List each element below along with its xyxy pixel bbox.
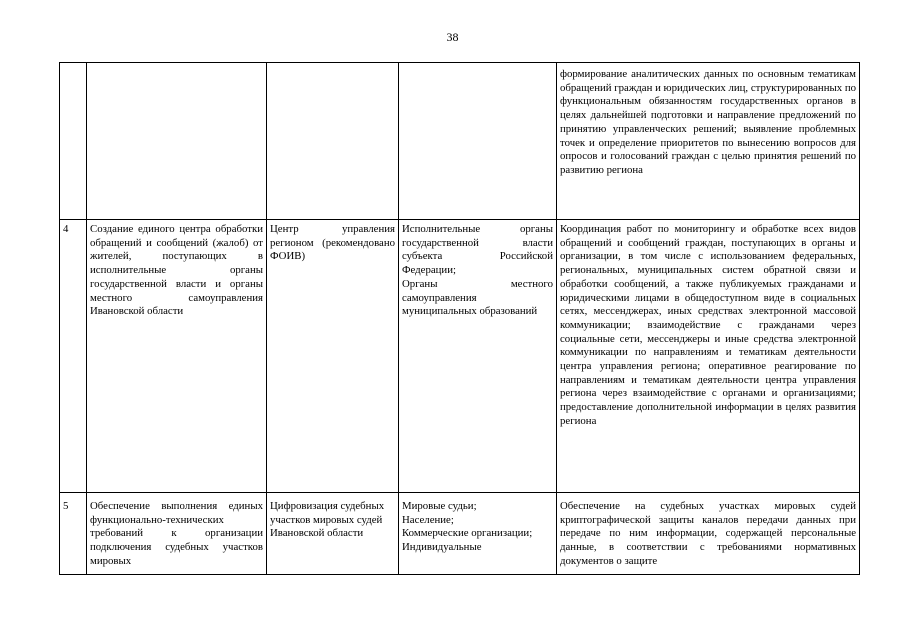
measure-name-cell <box>87 493 267 575</box>
measure-name-text: Создание единого центра обработки обращений и сообщений (жалоб) от жителей, поступающих в исполнительные органы государственной власти и органы местного самоуправления Ивановской области <box>90 223 263 318</box>
participant-line: Мировые судьи; <box>402 500 477 512</box>
participant-line: Исполнительные органы государственной власти субъекта Российской Федерации; <box>402 223 553 277</box>
project-name-text: Цифровизация судебных участков мировых судей Ивановской области <box>270 500 385 540</box>
participants-cell <box>399 493 557 575</box>
participant-line: Население; <box>402 513 454 526</box>
description-cell <box>557 493 860 575</box>
project-name-cell <box>267 63 399 220</box>
participant-line: Коммерческие организации; <box>402 527 533 540</box>
table-row-4 <box>60 220 860 493</box>
participant-line: Органы местного самоуправления муниципальных образований <box>402 277 553 318</box>
description-text: формирование аналитических данных по основным тематикам обращений граждан и юридических лиц, структурированных по функциональным обязанностям государственных органов в целях дальнейшей подготовки и направление предложений по принятию управленческих решений; выявление проблемных точек и определение приоритетов по вынесению вопросов для опросов и голосований граждан с целью принятия решений по развитию региона <box>560 68 856 176</box>
project-name-text: Центр управления регионом (рекомендовано ФОИВ) <box>270 223 395 263</box>
table-row-5 <box>60 493 860 575</box>
row-number-cell <box>60 63 87 220</box>
document-table <box>59 62 860 575</box>
participant-line: Индивидуальные <box>402 541 482 554</box>
description-cell <box>557 63 860 220</box>
row-number-cell: 4 <box>60 220 87 493</box>
page-number: 38 <box>446 30 459 44</box>
measure-name-text: Обеспечение выполнения единых функционально-технических требований к организации подключения судебных участков мировых <box>90 500 263 567</box>
table-body <box>60 63 860 575</box>
table-row-continued <box>60 63 860 220</box>
measure-name-cell <box>87 63 267 220</box>
description-cell <box>557 220 860 493</box>
participants-cell <box>399 63 557 220</box>
project-name-cell <box>267 493 399 575</box>
description-text: Обеспечение на судебных участках мировых судей криптографической защиты каналов передачи данных при передаче по ним информации, содержащей персональные данные, в соответствии с требованиями нормативных документов о защите <box>560 500 856 567</box>
description-text: Координация работ по мониторингу и обработке всех видов обращений и сообщений граждан, поступающих в органы и организации, в том числе с использованием федеральных, региональных, муниципальных систем обратной связи и обработки сообщений, а также публикуемых гражданами и юридическими лицами в общедоступном виде в социальных сетях, мессенджерах, иных средствах электронной массовой коммуникации; взаимодействие с гражданами через социальные сети, мессенджеры и иные средства электронной коммуникации по направлениям и тематикам деятельности центра управления региона; оперативное реагирование по направлениям и тематикам деятельности центра управления региона через взаимодействие с органами и организациями; предоставление дополнительной информации в целях развития региона <box>560 223 856 427</box>
project-name-cell <box>267 220 399 493</box>
row-number-cell: 5 <box>60 493 87 575</box>
measure-name-cell <box>87 220 267 493</box>
participants-cell <box>399 220 557 493</box>
